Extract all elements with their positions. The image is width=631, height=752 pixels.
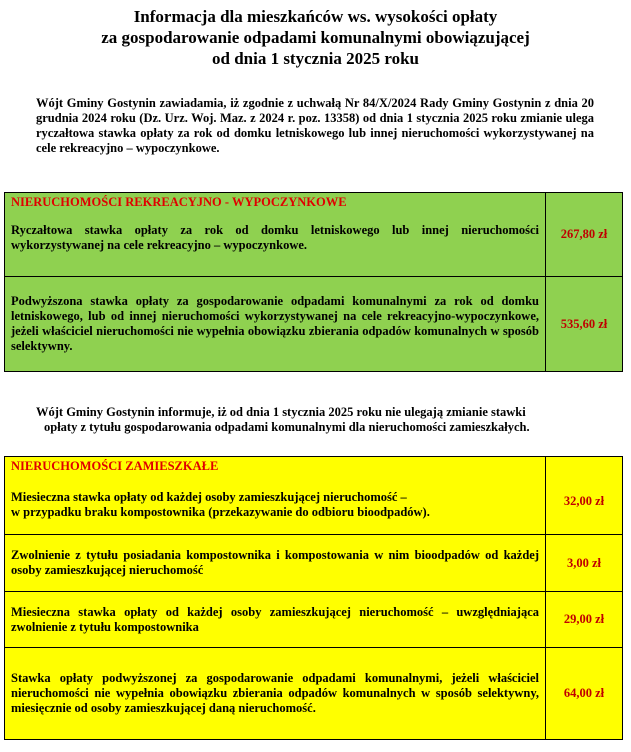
table-row bbox=[5, 457, 623, 535]
table-row bbox=[5, 193, 623, 277]
table-row bbox=[5, 535, 623, 592]
table-row bbox=[5, 277, 623, 372]
title-line-3: od dnia 1 stycznia 2025 roku bbox=[211, 49, 420, 68]
residential-reduced-rate-description: Miesieczna stawka opłaty od każdej osoby zamieszkującej nieruchomość – uwzględniająca zwolnienie z tytułu kompostownika bbox=[5, 592, 546, 648]
residential-monthly-rate-line-1: Miesieczna stawka opłaty od każdej osoby zamieszkującej nieruchomość – bbox=[11, 490, 407, 504]
recreational-flat-rate-amount: 267,80 zł bbox=[546, 193, 623, 277]
recreational-cell bbox=[5, 193, 546, 277]
second-paragraph bbox=[36, 405, 596, 435]
residential-reduced-rate-amount: 29,00 zł bbox=[546, 592, 623, 648]
residential-cell bbox=[5, 457, 546, 535]
intro-paragraph: Wójt Gminy Gostynin zawiadamia, iż zgodnie z uchwałą Nr 84/X/2024 Rady Gminy Gostynin z dnia 20 grudnia 2024 roku (Dz. Urz. Woj. Maz. z 2024 r. poz. 13358) od dnia 1 stycznia 2025 roku zmianie ulega ryczałtowa stawka opłaty za rok od domku letniskowego lub innej nieruchomości wykorzystywanej na cele rekreacyjno – wypoczynkowe. bbox=[36, 96, 594, 155]
title-line-2: za gospodarowanie odpadami komunalnymi obowiązującej bbox=[101, 28, 530, 47]
residential-rates-table bbox=[4, 456, 623, 740]
residential-increased-rate-description: Stawka opłaty podwyższonej za gospodarowanie odpadami komunalnymi, jeżeli właściciel nieruchomości nie wypełnia obowiązku zbierania odpadów komunalnych w sposób selektywny, miesięcznie od osoby zamieszkującej daną nieruchomość. bbox=[5, 648, 546, 740]
title-line-1: Informacja dla mieszkańców ws. wysokości opłaty bbox=[133, 7, 498, 26]
page-title bbox=[0, 6, 631, 69]
residential-header: NIERUCHOMOŚCI ZAMIESZKAŁE bbox=[11, 459, 219, 473]
recreational-rates-table bbox=[4, 192, 623, 372]
residential-compost-exemption-amount: 3,00 zł bbox=[546, 535, 623, 592]
recreational-increased-rate-description: Podwyższona stawka opłaty za gospodarowanie odpadami komunalnymi za rok od domku letniskowego, lub od innej nieruchomości wykorzystywanej na cele rekreacyjno-wypoczynkowe, jeżeli właściciel nieruchomości nie wypełnia obowiązku zbierania odpadów komunalnych w sposób selektywny. bbox=[5, 277, 546, 372]
table-row bbox=[5, 592, 623, 648]
residential-increased-rate-amount: 64,00 zł bbox=[546, 648, 623, 740]
recreational-flat-rate-description: Ryczałtowa stawka opłaty za rok od domku letniskowego lub innej nieruchomości wykorzystywanej na cele rekreacyjno – wypoczynkowe. bbox=[11, 223, 539, 252]
table-row bbox=[5, 648, 623, 740]
second-paragraph-line-1: Wójt Gminy Gostynin informuje, iż od dnia 1 stycznia 2025 roku nie ulegają zmianie stawki bbox=[36, 405, 526, 419]
recreational-header: NIERUCHOMOŚCI REKREACYJNO - WYPOCZYNKOWE bbox=[11, 195, 347, 209]
second-paragraph-line-2: opłaty z tytułu gospodarowania odpadami komunalnymi dla nieruchomości zamieszkałych. bbox=[44, 420, 530, 434]
residential-compost-exemption-description: Zwolnienie z tytułu posiadania kompostownika i kompostowania w nim bioodpadów od każdej osoby zamieszkującej nieruchomość bbox=[5, 535, 546, 592]
residential-monthly-rate-line-2: w przypadku braku kompostownika (przekazywanie do odbioru bioodpadów). bbox=[11, 505, 430, 519]
residential-monthly-rate-amount: 32,00 zł bbox=[546, 457, 623, 535]
recreational-increased-rate-amount: 535,60 zł bbox=[546, 277, 623, 372]
